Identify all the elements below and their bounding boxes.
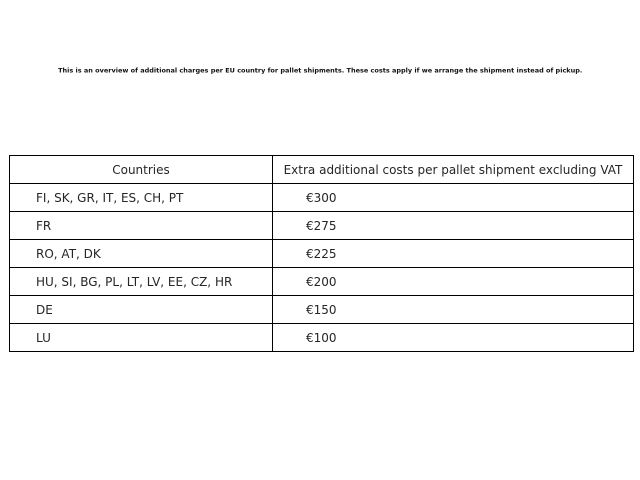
- countries-cell: RO, AT, DK: [10, 240, 273, 268]
- cost-cell: €150: [273, 296, 634, 324]
- table-row: [10, 184, 634, 212]
- cost-cell: €275: [273, 212, 634, 240]
- cost-cell: €300: [273, 184, 634, 212]
- intro-text: This is an overview of additional charges per EU country for pallet shipments. These costs apply if we arrange the shipment instead of pickup.: [57, 66, 583, 75]
- countries-cell: DE: [10, 296, 273, 324]
- countries-cell: HU, SI, BG, PL, LT, LV, EE, CZ, HR: [10, 268, 273, 296]
- cost-cell: €225: [273, 240, 634, 268]
- table-header-row: [10, 156, 634, 184]
- charges-table: [9, 155, 634, 352]
- costs-column-header: Extra additional costs per pallet shipment excluding VAT: [273, 156, 634, 184]
- table-row: [10, 268, 634, 296]
- table-row: [10, 240, 634, 268]
- countries-cell: LU: [10, 324, 273, 352]
- table-row: [10, 296, 634, 324]
- table-row: [10, 324, 634, 352]
- intro-text-container: [0, 64, 640, 77]
- countries-column-header: Countries: [10, 156, 273, 184]
- countries-cell: FR: [10, 212, 273, 240]
- cost-cell: €200: [273, 268, 634, 296]
- cost-cell: €100: [273, 324, 634, 352]
- countries-cell: FI, SK, GR, IT, ES, CH, PT: [10, 184, 273, 212]
- table-row: [10, 212, 634, 240]
